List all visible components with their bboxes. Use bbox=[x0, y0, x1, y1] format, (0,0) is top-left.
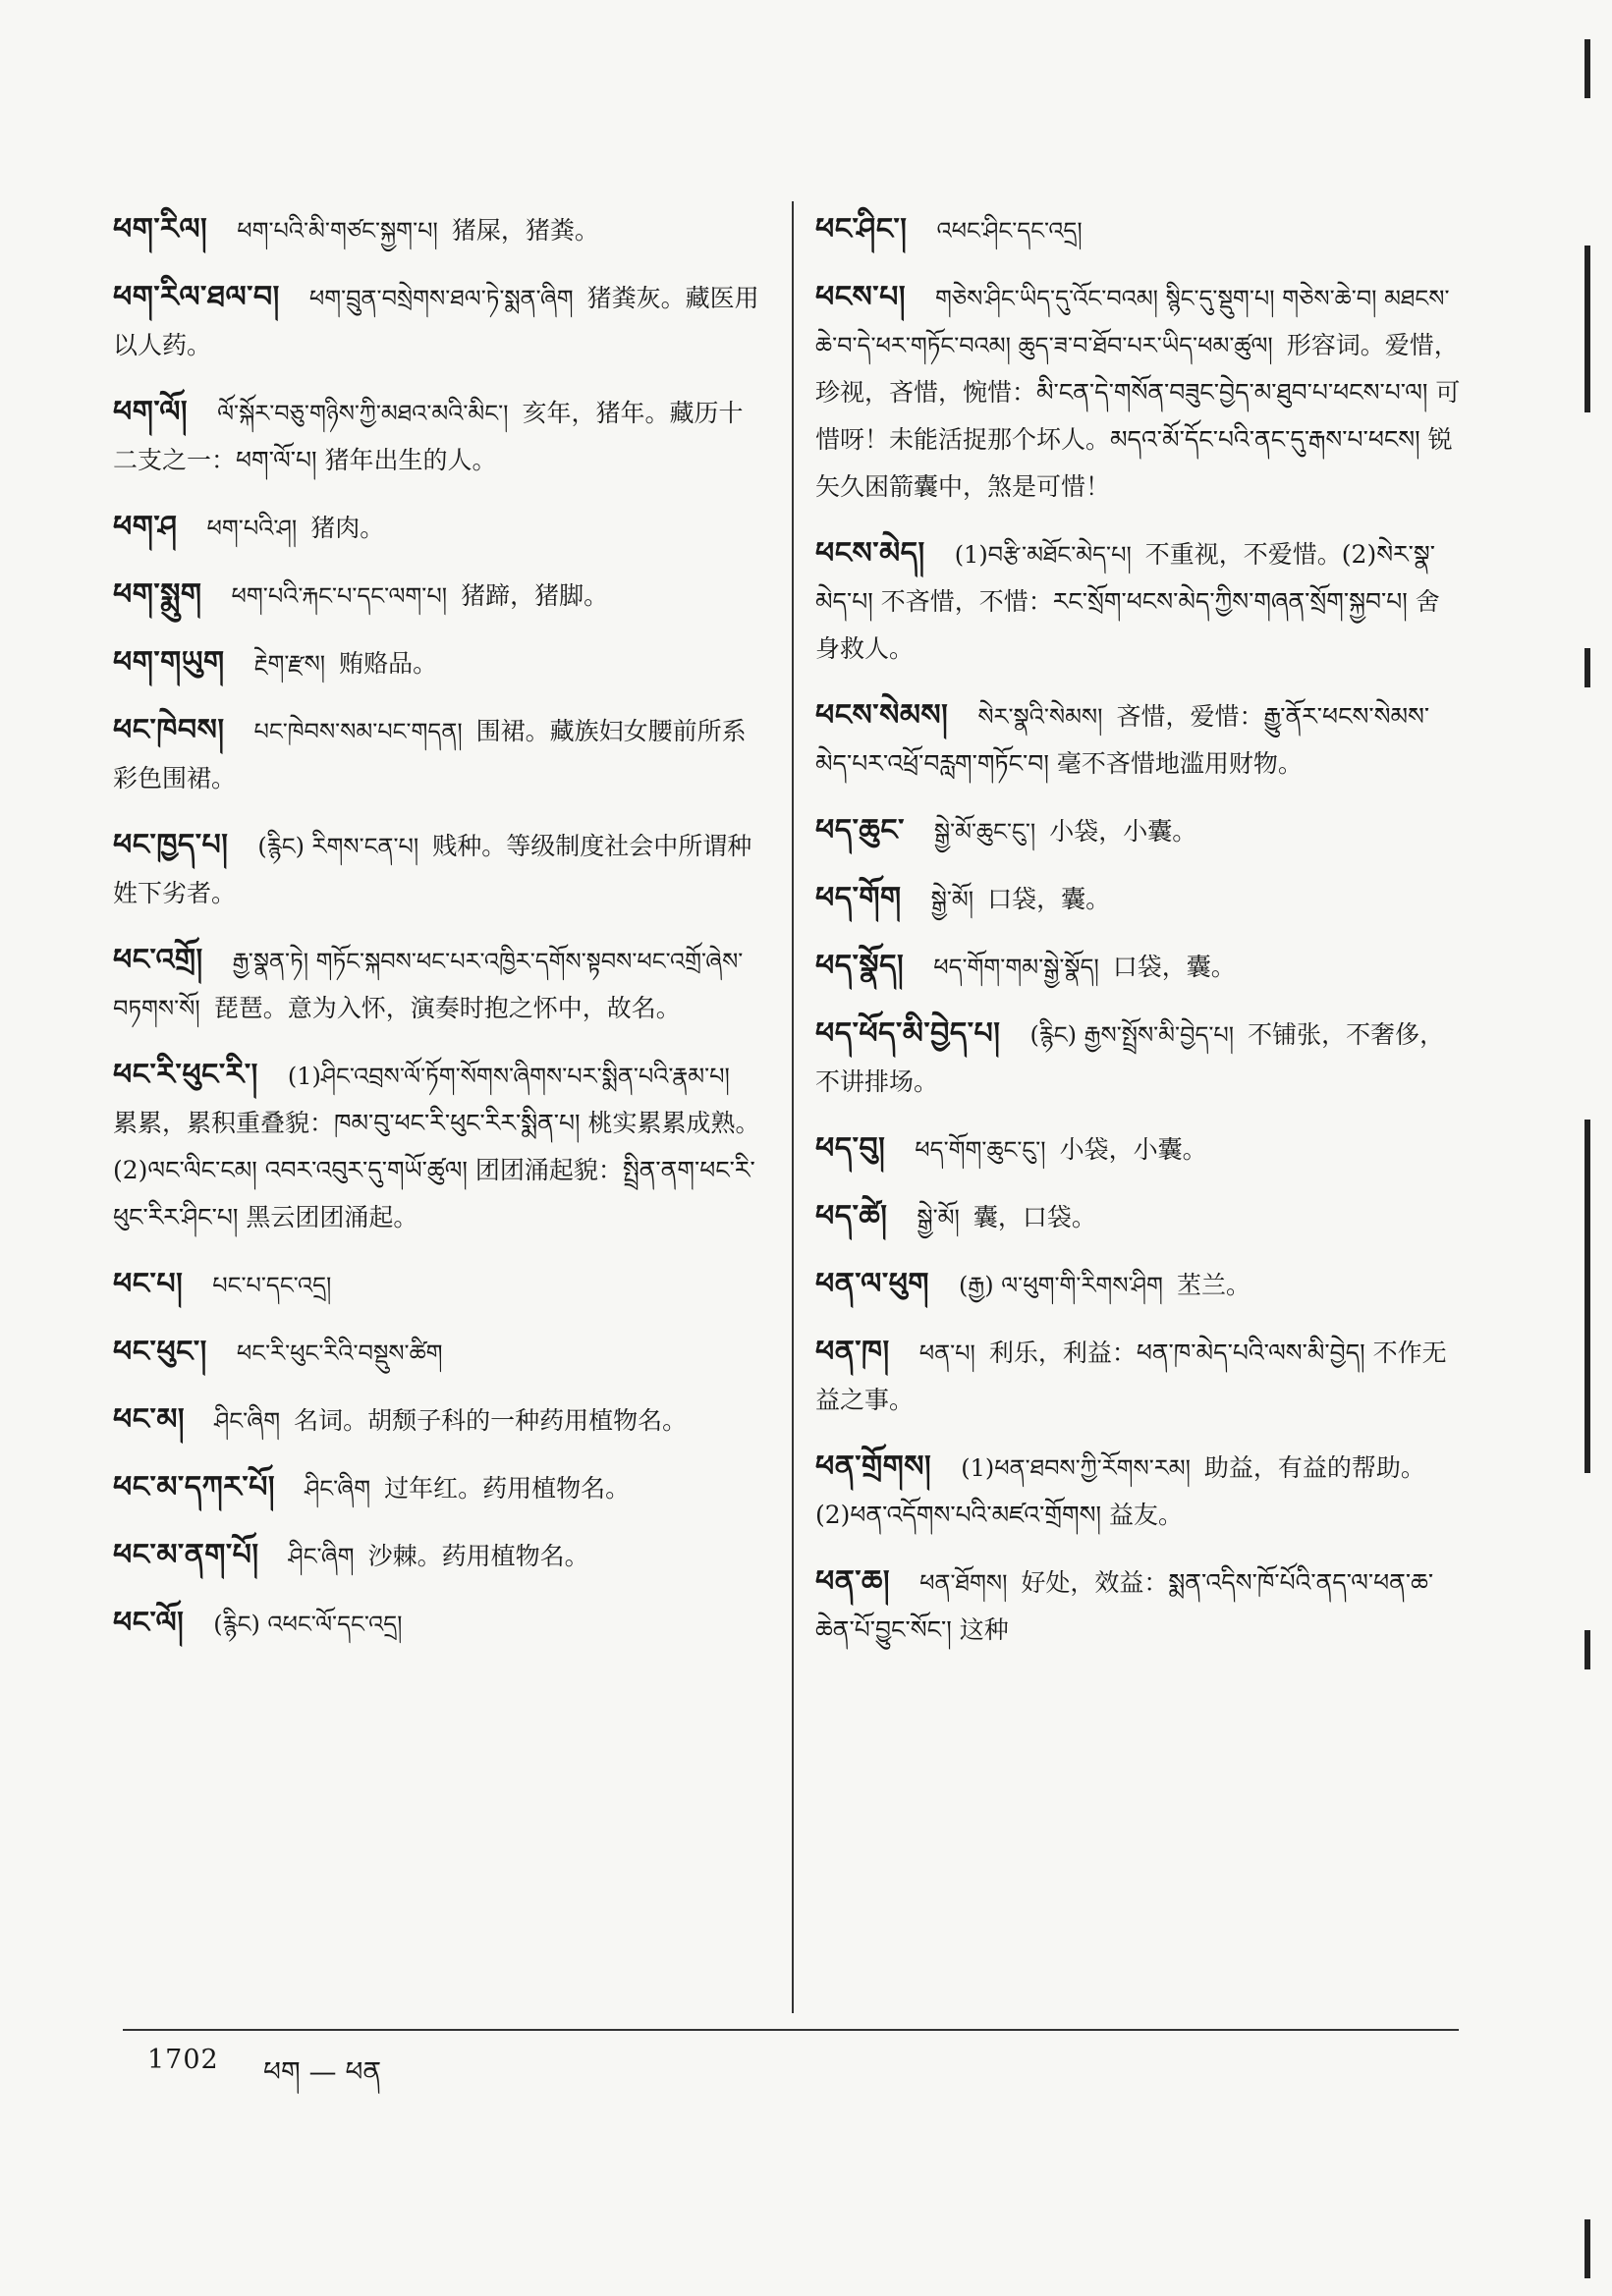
tibetan-definition: སྒྱེ་མོ། bbox=[917, 1204, 960, 1231]
tibetan-definition: འཕང་ཤིང་དང་འདྲ། bbox=[936, 217, 1083, 245]
headword: ཕག་ཤ bbox=[113, 510, 178, 544]
tibetan-definition: ལོ་སྐོར་བཅུ་གཉིས་ཀྱི་མཐའ་མའི་མིང་། bbox=[217, 400, 509, 427]
column-divider bbox=[792, 201, 794, 2013]
right-column bbox=[815, 206, 1464, 1673]
tibetan-definition: རྔེག་རྫས། bbox=[253, 650, 326, 678]
headword: ཕག་རིལ། bbox=[113, 212, 208, 246]
chinese-gloss: 小袋，小囊。 bbox=[1049, 817, 1197, 846]
headword: ཕང་ལོ། bbox=[113, 1606, 185, 1640]
tibetan-definition: (རྙིང) འཕང་ལོ་དང་འདྲ། bbox=[213, 1611, 403, 1638]
tibetan-definition: ཕན་པ། bbox=[918, 1339, 975, 1367]
headword: ཕན་གྲོགས། bbox=[815, 1449, 932, 1484]
headword: ཕངས་པ། bbox=[815, 280, 906, 314]
tibetan-definition: པང་པ་དང་འདྲ། bbox=[212, 1272, 332, 1299]
footer-rule bbox=[123, 2029, 1459, 2031]
dictionary-entry bbox=[815, 1444, 1464, 1539]
dictionary-entry bbox=[113, 937, 766, 1032]
tibetan-definition: (རྒྱ) ལ་ཕུག་གི་རིགས་ཤིག bbox=[958, 1272, 1163, 1299]
chinese-gloss: 累累，累积重叠貌：ཁམ་བུ་ཕང་རི་ཕུང་རིར་སྨིན་པ། 桃实累累成熟。(2)ལང་ལིང་ངམ། འབར་འབུར་དུ་གཡོ་ཚུལ། 团团涌起貌：སྤྲིན་ནག་ཕང་རི་ཕུང་རིར་ཤིང་པ། 黑云团团涌起。 bbox=[113, 1109, 760, 1231]
headword: ཕན་ལ་ཕུག bbox=[815, 1267, 929, 1301]
headword: ཕངས་མེད། bbox=[815, 536, 925, 571]
tibetan-definition: ཕག་པའི་རྐང་པ་དང་ལག་པ། bbox=[231, 582, 448, 610]
chinese-gloss: 利乐，利益：ཕན་ཁ་མེད་པའི་ལས་མི་བྱེད། 不作无益之事。 bbox=[815, 1339, 1447, 1414]
tibetan-definition: (1)བརྩི་མཐོང་མེད་པ། bbox=[954, 541, 1132, 569]
tibetan-definition: ཕང་རི་ཕུང་རིའི་བསྡུས་ཚིག bbox=[236, 1339, 443, 1367]
headword: ཕག་རིལ་ཐལ་བ། bbox=[113, 280, 280, 314]
headword: ཕན་ཆ། bbox=[815, 1564, 891, 1599]
headword: ཕང་ཁེབས། bbox=[113, 713, 225, 747]
headword: ཕད་ཆུང་ bbox=[815, 813, 905, 847]
headword: ཕང་རི་ཕུང་རི་། bbox=[113, 1058, 258, 1092]
chinese-gloss: 好处，效益：སྨན་འདིས་ཁོ་པོའི་ནད་ལ་ཕན་ཆ་ཆེན་པོ་བྱུང་སོང་། 这种 bbox=[815, 1568, 1434, 1644]
left-column bbox=[113, 206, 766, 1667]
headword: ཕད་བུ། bbox=[815, 1131, 886, 1166]
headword: ཕང་མ། bbox=[113, 1402, 186, 1437]
dictionary-entry bbox=[113, 206, 766, 254]
dictionary-entry bbox=[113, 1329, 766, 1377]
dictionary-entry bbox=[815, 807, 1464, 855]
dictionary-entry bbox=[113, 389, 766, 484]
dictionary-entry bbox=[113, 504, 766, 552]
tibetan-definition: ཤིང་ཞིག bbox=[288, 1543, 355, 1570]
dictionary-entry bbox=[815, 875, 1464, 923]
tibetan-definition: ཤིང་ཞིག bbox=[305, 1475, 371, 1503]
tibetan-definition: ཤིང་ཞིག bbox=[214, 1407, 281, 1435]
dictionary-entry bbox=[815, 1011, 1464, 1106]
dictionary-entry bbox=[815, 1261, 1464, 1309]
dictionary-entry bbox=[815, 1125, 1464, 1174]
chinese-gloss: 过年红。药用植物名。 bbox=[384, 1474, 631, 1503]
chinese-gloss: 贱种。等级制度社会中所谓种姓下劣者。 bbox=[113, 832, 752, 907]
chinese-gloss: 猪屎，猪粪。 bbox=[451, 216, 599, 245]
tibetan-definition: གཅེས་ཤིང་ཡིད་དུ་འོང་བའམ། སྙིང་དུ་སྡུག་པ། གཅེས་ཆེ་བ། མཐངས་ཆེ་བ་དེ་ཕར་གཏོང་བའམ། ཆུད་ཟ་བ་ཐོབ་པར་ཡིད་ཕམ་ཚུལ། bbox=[815, 285, 1450, 359]
chinese-gloss: 亥年，猪年。藏历十二支之一：ཕག་ལོ་པ། 猪年出生的人。 bbox=[113, 399, 744, 474]
dictionary-entry bbox=[113, 1600, 766, 1648]
dictionary-entry bbox=[815, 1329, 1464, 1424]
tibetan-definition: ཕག་པའི་ཤ། bbox=[206, 515, 298, 542]
dictionary-entry bbox=[113, 1532, 766, 1580]
tibetan-definition: (1)ཤིང་འབྲས་ལོ་ཏོག་སོགས་ཞིགས་པར་སྨིན་པའི་རྣམ་པ། bbox=[287, 1063, 730, 1090]
dictionary-entry bbox=[113, 639, 766, 687]
tibetan-definition: ཕད་གོག་གམ་སྒྱེ་སྣོད། bbox=[933, 954, 1099, 981]
chinese-gloss: 形容词。爱惜，珍视，吝惜，惋惜：མི་ངན་དེ་གསོན་བཟུང་བྱེད་མ་ཐུབ་པ་ཕངས་པ་ལ། 可惜呀！未能活捉那个坏人。མདའ་མོ་དོང་པའི་ནང་དུ་རྒས་པ་ཕངས། 锐矢久困箭囊中，煞是可惜！ bbox=[815, 331, 1461, 501]
headword: ཕང་མ་ནག་པོ། bbox=[113, 1538, 259, 1572]
chinese-gloss: 猪肉。 bbox=[310, 514, 385, 542]
chinese-gloss: 小袋，小囊。 bbox=[1059, 1135, 1207, 1164]
dictionary-entry bbox=[113, 822, 766, 917]
tibetan-definition: སྒྱེ་མོ་ཆུང་ངུ་། bbox=[933, 818, 1036, 846]
chinese-gloss: 沙棘。药用植物名。 bbox=[367, 1542, 589, 1570]
tibetan-definition: ཕད་གོག་ཆུང་ངུ་། bbox=[915, 1136, 1046, 1164]
chinese-gloss: 名词。胡颓子科的一种药用植物名。 bbox=[294, 1406, 688, 1435]
chinese-gloss: 口袋，囊。 bbox=[987, 885, 1111, 913]
tibetan-definition: (རྙིང) རིགས་ངན་པ། bbox=[257, 833, 419, 860]
headword: ཕག་སྨུག bbox=[113, 577, 202, 612]
dictionary-entry bbox=[815, 1558, 1464, 1654]
headword: ཕད་སྣོད། bbox=[815, 949, 905, 983]
headword: ཕག་ལོ། bbox=[113, 395, 189, 429]
dictionary-entry bbox=[815, 692, 1464, 788]
headword: ཕན་ཁ། bbox=[815, 1335, 890, 1369]
dictionary-entry bbox=[815, 274, 1464, 511]
dictionary-entry bbox=[113, 1464, 766, 1512]
headword: ཕང་པ། bbox=[113, 1267, 184, 1301]
dictionary-entry bbox=[113, 1052, 766, 1241]
headword: ཕད་གོག bbox=[815, 881, 902, 915]
dictionary-entry bbox=[815, 206, 1464, 254]
dictionary-entry bbox=[815, 530, 1464, 673]
dictionary-entry bbox=[815, 1193, 1464, 1241]
chinese-gloss: 猪蹄，猪脚。 bbox=[461, 581, 609, 610]
headword: ཕང་འགྲོ། bbox=[113, 943, 203, 977]
headword: ཕག་གཡུག bbox=[113, 645, 225, 680]
chinese-gloss: 吝惜，爱惜：རྒྱུ་ནོར་ཕངས་སེམས་མེད་པར་འཕྲོ་བརླག་གཏོང་བ། 毫不吝惜地滥用财物。 bbox=[815, 702, 1430, 778]
tibetan-definition: ཕན་ཐོགས། bbox=[919, 1569, 1008, 1597]
chinese-gloss: 围裙。藏族妇女腰前所系彩色围裙。 bbox=[113, 717, 747, 793]
chinese-gloss: 助益，有益的帮助。(2)ཕན་འདོགས་པའི་མཛའ་གྲོགས། 益友。 bbox=[815, 1453, 1425, 1529]
tibetan-definition: པང་ཁེབས་སམ་པང་གདན། bbox=[253, 718, 463, 745]
tibetan-definition: ཕག་པའི་མི་གཙང་སྐྱག་པ། bbox=[237, 217, 438, 245]
tibetan-definition: ཕག་བྲུན་བསྲེགས་ཐལ་ཏེ་སྨན་ཞིག bbox=[308, 285, 574, 312]
dictionary-entry bbox=[113, 707, 766, 802]
chinese-gloss: 猪粪灰。藏医用以人药。 bbox=[113, 284, 759, 359]
chinese-gloss: 琵琶。意为入怀，演奏时抱之怀中，故名。 bbox=[213, 994, 681, 1022]
tibetan-definition: (རྙིང) རྒྱས་སྤྲོས་མི་བྱེད་པ། bbox=[1029, 1021, 1235, 1049]
headword: ཕངས་སེམས། bbox=[815, 698, 949, 733]
tibetan-definition: (1)ཕན་ཐབས་ཀྱི་རོགས་རམ། bbox=[961, 1454, 1191, 1482]
chinese-gloss: 不铺张，不奢侈，不讲排场。 bbox=[815, 1020, 1445, 1096]
dictionary-entry bbox=[113, 1396, 766, 1445]
dictionary-entry bbox=[113, 572, 766, 620]
chinese-gloss: 不重视，不爱惜。(2)སེར་སྣ་མེད་པ། 不吝惜，不惜：རང་སྲོག་ཕངས་མེད་ཀྱིས་གཞན་སྲོག་སྐྱབ་པ། 舍身救人。 bbox=[815, 540, 1440, 663]
scan-edge-marks bbox=[1584, 39, 1594, 2278]
running-head: ཕག — ཕན bbox=[263, 2055, 382, 2088]
tibetan-definition: རྒྱ་སྣན་ཏེ། གཏོང་སྐབས་ཕང་པར་འཁྱིར་དགོས་སྟབས་ཕང་འགྲོ་ཞེས་བཏགས་སོ། bbox=[113, 948, 744, 1022]
chinese-gloss: 囊，口袋。 bbox=[973, 1203, 1096, 1231]
dictionary-entry bbox=[113, 274, 766, 369]
headword: ཕང་མ་དཀར་པོ། bbox=[113, 1470, 276, 1504]
tibetan-definition: སྒྱེ་མོ། bbox=[930, 886, 974, 913]
headword: ཕང་ཁྱད་པ། bbox=[113, 828, 229, 862]
headword: ཕང་ཤིང་། bbox=[815, 212, 908, 246]
headword: ཕང་ཕུང་། bbox=[113, 1335, 207, 1369]
page-number: 1702 bbox=[147, 2045, 219, 2075]
dictionary-entry bbox=[815, 943, 1464, 991]
chinese-gloss: 口袋，囊。 bbox=[1112, 953, 1236, 981]
headword: ཕད་ཚེ། bbox=[815, 1199, 888, 1233]
tibetan-definition: སེར་སྣའི་སེམས། bbox=[977, 703, 1103, 731]
dictionary-entry bbox=[113, 1261, 766, 1309]
chinese-gloss: 贿赂品。 bbox=[339, 649, 438, 678]
chinese-gloss: 苤兰。 bbox=[1176, 1271, 1251, 1299]
headword: ཕད་ཕོད་མི་བྱེད་པ། bbox=[815, 1016, 1001, 1051]
